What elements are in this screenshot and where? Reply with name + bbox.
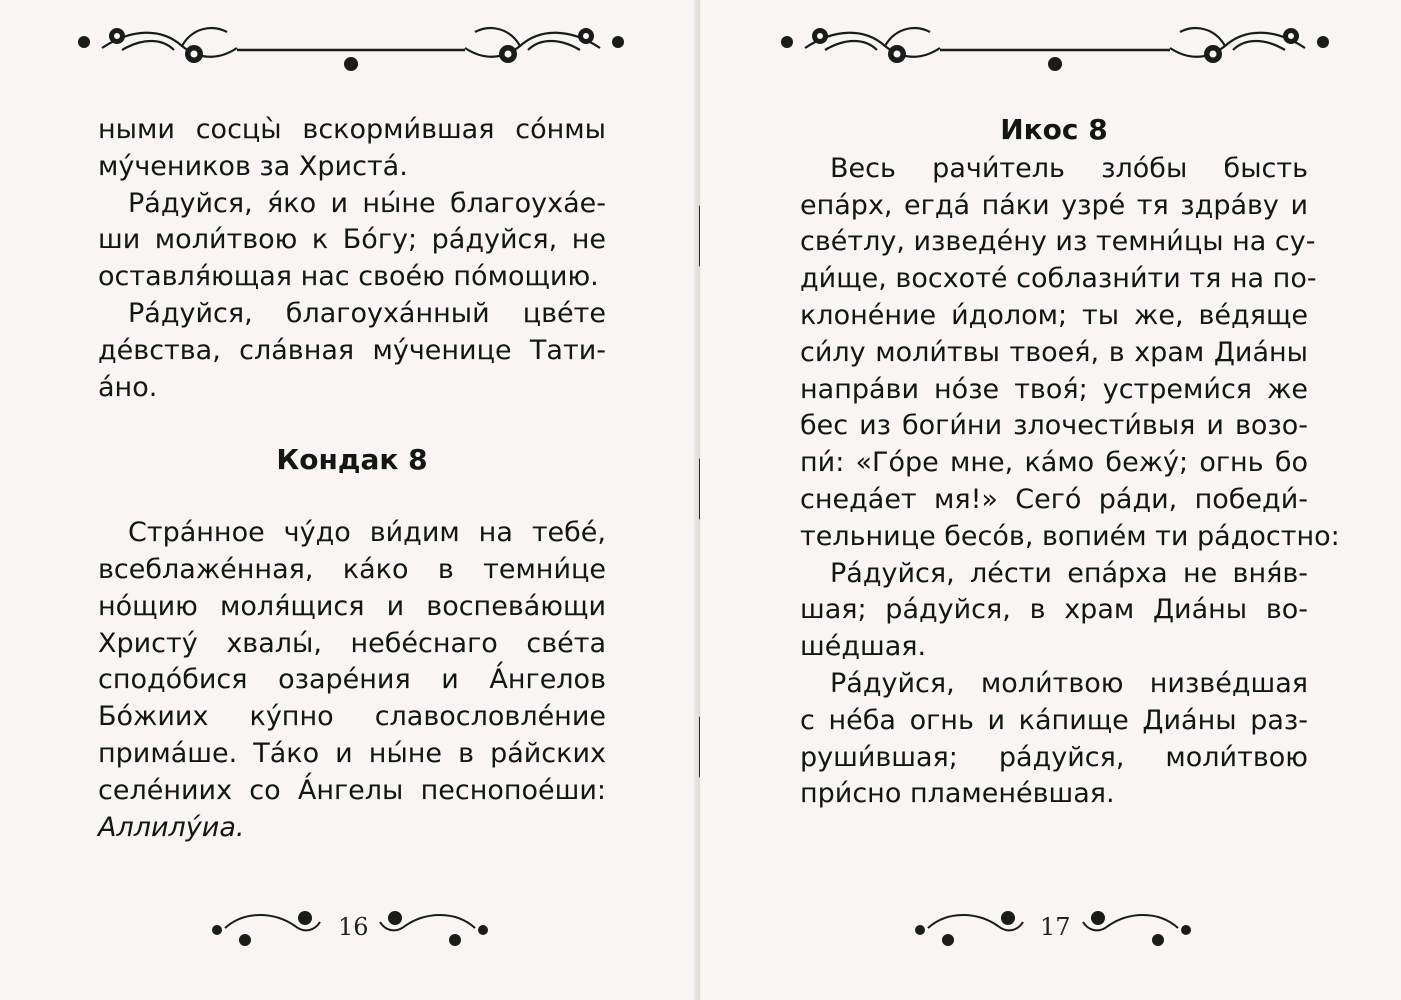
text-line: све́тлу, изведе́ну из темни́цы на су- [800,226,1316,258]
top-ornament-left [62,18,640,78]
text-line: клоне́ние и́долом; ты же, ве́дяще [800,299,1308,331]
page-number: 17 [1040,913,1071,941]
text-line: руши́вшая; ра́дуйся, моли́твою [800,741,1308,773]
text-line: ди́ще, восхоте́ соблазни́ти тя на по- [800,263,1317,295]
text-line: всеблаже́нная, ка́ко в темни́це [98,553,606,585]
text-line: снеда́ет мя!» Сего́ ра́ди, победи́- [800,483,1308,515]
text-line: бес из боги́ни злочести́выя и возо- [800,410,1308,442]
right-page-text [800,112,1340,813]
text-line: Стра́нное чу́до ви́дим на тебе́, [128,517,606,549]
text-line: пи́: «Го́ре мне, ка́мо бежу́; огнь бо [800,447,1308,479]
text-line: Ра́дуйся, ле́сти епа́рха не вня́в- [830,557,1308,589]
text-line: с не́ба огнь и ка́пище Диа́ны раз- [800,704,1308,736]
text-line: Христу́ хвалы́, небе́снаго све́та [98,627,606,659]
kondak-heading: Кондак 8 [276,443,428,477]
text-line: селе́ниих со А́нгелы песнопое́ши: [98,774,606,806]
right-page [700,0,1401,1000]
text-line: Ра́дуйся, моли́твою низве́дшая [830,667,1308,699]
text-line: но́щию моля́щися и воспева́ющи [98,590,606,622]
text-line: Ра́дуйся, благоуха́нный цве́те [128,297,606,329]
text-line: оставля́ющая нас свое́ю по́мощию. [98,261,599,293]
text-line: напра́ви но́зе твоя́; устреми́ся же [800,373,1308,405]
text-line: ше́дшая. [800,631,927,663]
text-line: сподо́бися озаре́ния и А́нгелов [98,664,606,696]
text-line: при́сно пламене́вшая. [800,778,1115,810]
text-line: му́чеников за Христа́. [98,150,408,182]
top-ornament-right [765,18,1345,78]
text-line: Ра́дуйся, я́ко и ны́не благоуха́е- [128,187,606,219]
alleluia-line: Аллилу́иа. [98,811,245,843]
text-line: прима́ше. Та́ко и ны́не в ра́йских [98,737,606,769]
text-line: тельнице бесо́в, вопие́м ти ра́достно: [800,520,1340,552]
text-line: Весь рачи́тель зло́бы бысть [830,152,1308,184]
text-line: ши моли́твою к Бо́гу; ра́дуйся, не [98,224,606,256]
ikos-heading: Икос 8 [1000,113,1108,146]
text-line: ными сосцы̀ вскорми́вшая со́нмы [98,114,606,145]
text-line: а́но. [98,371,158,403]
text-line: епа́рх, егда́ па́ки узре́ тя здра́ву и [800,189,1308,221]
page-number: 16 [338,913,369,941]
left-page [0,0,700,1000]
text-line: си́лу моли́твы твоея́, в храм Диа́ны [800,336,1308,368]
text-line: шая; ра́дуйся, в храм Диа́ны во- [800,594,1308,626]
text-line: де́вства, сла́вная му́ченице Тати- [98,334,606,366]
left-page-text [98,112,606,846]
text-line: Бо́жиих ку́пно славословле́ние [98,701,606,733]
